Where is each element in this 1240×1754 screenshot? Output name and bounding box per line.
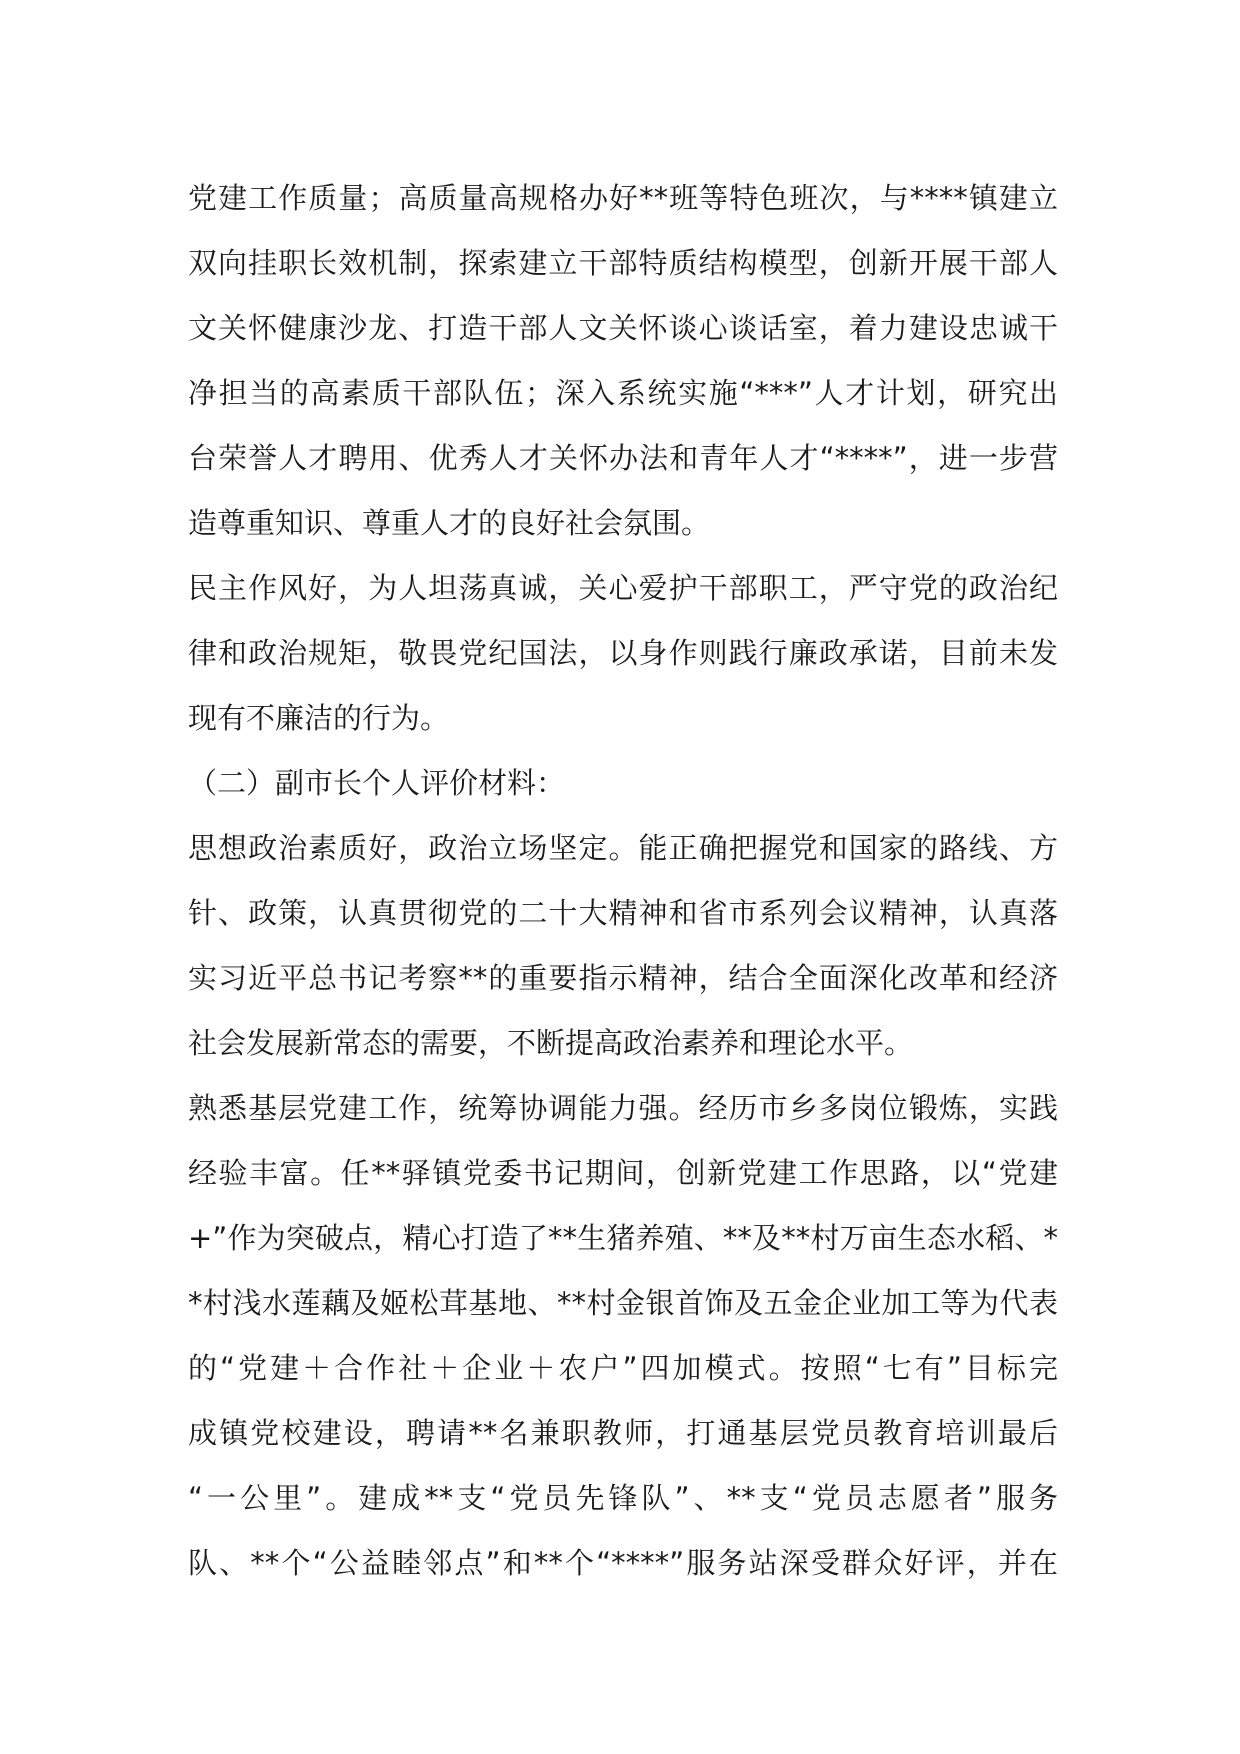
section-heading: （二）副市长个人评价材料： — [188, 766, 566, 800]
text-line: 针、政策，认真贯彻党的二十大精神和省市系列会议精神，认真落 — [188, 896, 1058, 930]
text-line: “一公里”。建成**支“党员先锋队”、**支“党员志愿者”服务 — [188, 1481, 1058, 1515]
text-line: 队、**个“公益睦邻点”和**个“****”服务站深受群众好评，并在 — [188, 1546, 1058, 1580]
text-line: 双向挂职长效机制，探索建立干部特质结构模型，创新开展干部人 — [188, 246, 1058, 280]
text-line: *村浅水莲藕及姬松茸基地、**村金银首饰及五金企业加工等为代表 — [188, 1286, 1058, 1320]
text-line: 现有不廉洁的行为。 — [188, 701, 450, 735]
text-line: 思想政治素质好，政治立场坚定。能正确把握党和国家的路线、方 — [188, 831, 1058, 865]
text-line: 实习近平总书记考察**的重要指示精神，结合全面深化改革和经济 — [188, 961, 1058, 995]
text-line: 净担当的高素质干部队伍；深入系统实施“***”人才计划，研究出 — [188, 376, 1058, 410]
text-line: 的“党建＋合作社＋企业＋农户”四加模式。按照“七有”目标完 — [188, 1351, 1058, 1385]
text-line: 成镇党校建设，聘请**名兼职教师，打通基层党员教育培训最后 — [188, 1416, 1058, 1450]
text-line: 社会发展新常态的需要，不断提高政治素养和理论水平。 — [188, 1026, 914, 1060]
text-line: 造尊重知识、尊重人才的良好社会氛围。 — [188, 506, 711, 540]
text-line: 民主作风好，为人坦荡真诚，关心爱护干部职工，严守党的政治纪 — [188, 571, 1058, 605]
text-line: +”作为突破点，精心打造了**生猪养殖、**及**村万亩生态水稻、* — [188, 1221, 1058, 1255]
text-line: 律和政治规矩，敬畏党纪国法，以身作则践行廉政承诺，目前未发 — [188, 636, 1058, 670]
text-line: 党建工作质量；高质量高规格办好**班等特色班次，与****镇建立 — [188, 181, 1058, 215]
document-body — [188, 166, 1058, 1596]
text-line: 文关怀健康沙龙、打造干部人文关怀谈心谈话室，着力建设忠诚干 — [188, 311, 1058, 345]
text-line: 熟悉基层党建工作，统筹协调能力强。经历市乡多岗位锻炼，实践 — [188, 1091, 1058, 1125]
text-line: 经验丰富。任**驿镇党委书记期间，创新党建工作思路，以“党建 — [188, 1156, 1058, 1190]
text-line: 台荣誉人才聘用、优秀人才关怀办法和青年人才“****”，进一步营 — [188, 441, 1058, 475]
